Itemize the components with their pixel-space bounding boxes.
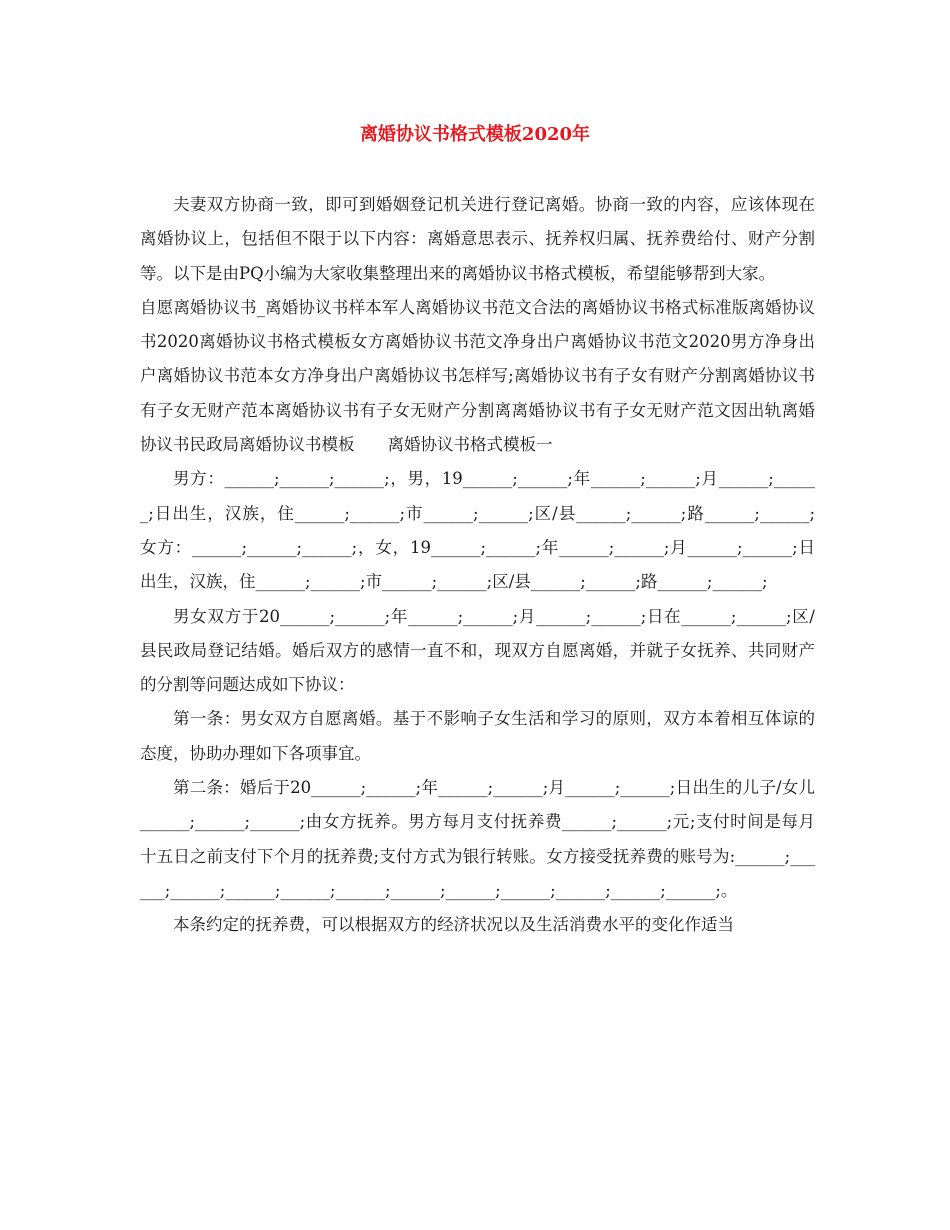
paragraph-article-2: 第二条：婚后于20______;______;年______;______;月______;______;日出生的儿子/女儿______;______;______;由女方抚养。男方每月支付抚养费______;______;元;支付时间是每月十五日之前支付下个月的抚养费;支付方式为银行转账。女方接受抚养费的账号为:______;______;______;______;______;______;______;______;______;______;______;______;。 (140, 778, 815, 900)
document-body (140, 188, 815, 943)
paragraph-article-1: 第一条：男女双方自愿离婚。基于不影响子女生活和学习的原则，双方本着相互体谅的态度，协助办理如下各项事宜。 (140, 709, 815, 763)
paragraph-intro: 夫妻双方协商一致，即可到婚姻登记机关进行登记离婚。协商一致的内容，应该体现在离婚协议上，包括但不限于以下内容：离婚意思表示、抚养权归属、抚养费给付、财产分割等。以下是由PQ小编为大家收集整理出来的离婚协议书格式模板，希望能够帮到大家。 (140, 195, 815, 283)
document-title: 离婚协议书格式模板2020年 (359, 124, 591, 145)
paragraph-related-links: 自愿离婚协议书_离婚协议书样本军人离婚协议书范文合法的离婚协议书格式标准版离婚协议书2020离婚协议书格式模板女方离婚协议书范文净身出户离婚协议书范文2020男方净身出户离婚协议书范本女方净身出户离婚协议书怎样写;离婚协议书有子女有财产分割离婚协议书有子女无财产范本离婚协议书有子女无财产分割离离婚协议书有子女无财产范文因出轨离婚协议书民政局离婚协议书模板 离婚协议书格式模板一 (140, 297, 815, 455)
paragraph-support-note: 本条约定的抚养费，可以根据双方的经济状况以及生活消费水平的变化作适当 (173, 915, 734, 935)
paragraph-marriage-info: 男女双方于20______;______;年______;______;月______;______;日在______;______;区/县民政局登记结婚。婚后双方的感情一直不和，现双方自愿离婚，并就子女抚养、共同财产的分割等问题达成如下协议： (140, 606, 815, 695)
paragraph-parties: 男方：______;______;______;，男，19______;______;年______;______;月______;______;日出生，汉族，住______;______;市______;______;区/县______;______;路______;______; 女方：______;______;______;，女，19______;______;年______;______;月______;______;日出生，汉族，住______;______;市______;______;区/县______;______;路______;______; (140, 469, 815, 592)
